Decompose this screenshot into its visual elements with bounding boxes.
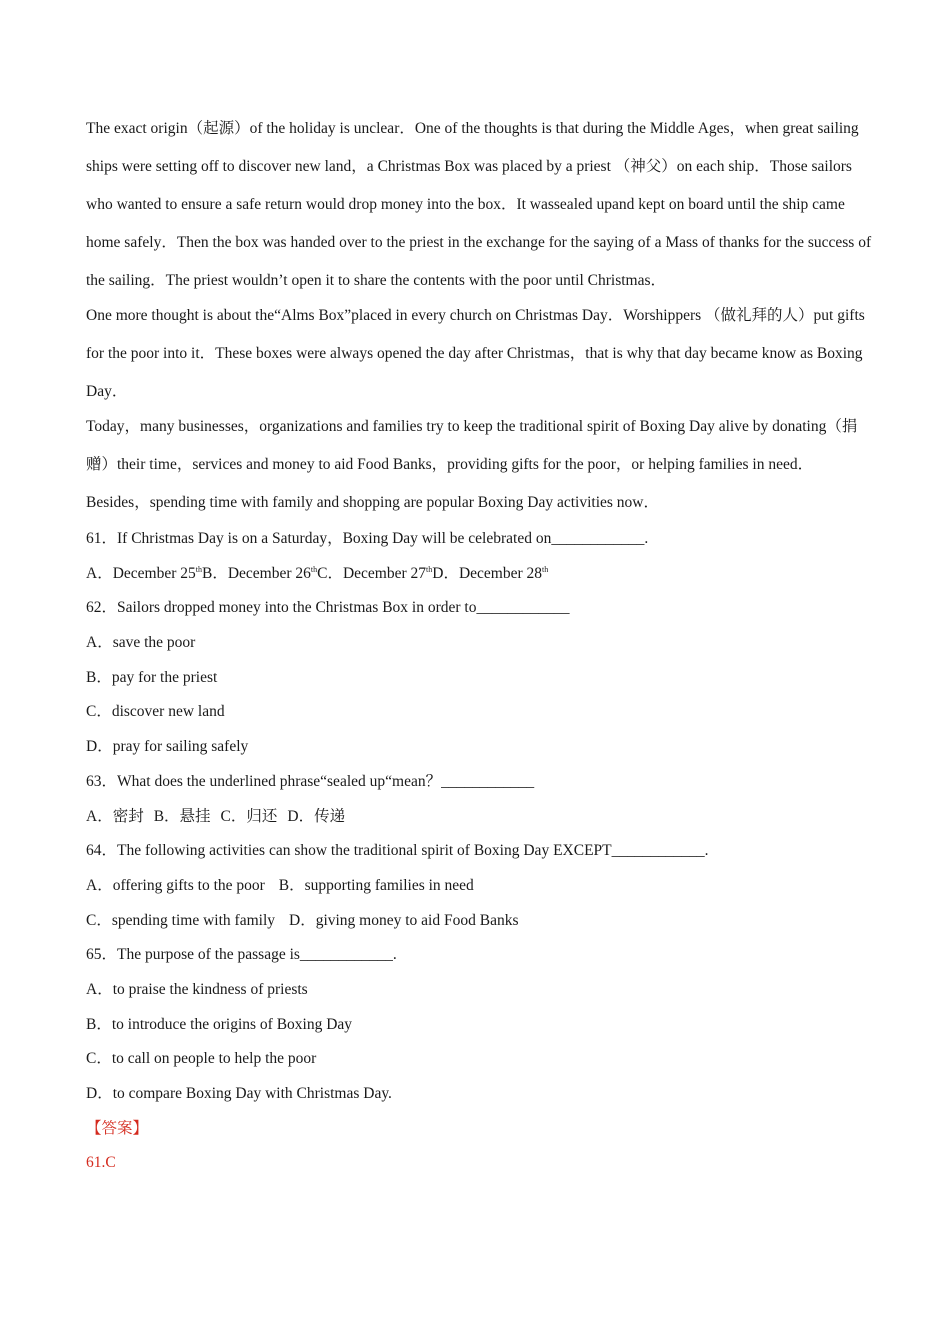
option-64-d: D．giving money to aid Food Banks xyxy=(289,911,519,929)
option-62-b: B．pay for the priest xyxy=(86,668,218,686)
answer-heading: 【答案】 xyxy=(86,1119,149,1137)
option-64-c: C．spending time with family xyxy=(86,911,275,929)
ordinal-suffix: th xyxy=(542,564,549,574)
question-65 xyxy=(86,938,876,1111)
question-63-options xyxy=(86,800,876,835)
question-64 xyxy=(86,834,876,938)
passage-paragraph-1: The exact origin（起源）of the holiday is unclear．One of the thoughts is that during the Middle Ages，when great sailing ships were setting off to discover new land，a Christmas Box was placed by a priest （神父）on each ship．Those sailors who wanted to ensure a safe return would drop money into the box．It wassealed upand kept on board until the ship came home safely．Then the box was handed over to the priest in the exchange for the saying of a Mass of thanks for the success of the sailing．The priest wouldn’t open it to share the contents with the poor until Christmas． xyxy=(86,120,872,289)
question-62-stem: 62．Sailors dropped money into the Christmas Box in order to____________ xyxy=(86,599,570,617)
answer-61: 61.C xyxy=(86,1154,116,1172)
passage-paragraph-3: Today，many businesses，organizations and families try to keep the traditional spirit of Boxing Day alive by donating（捐赠）their time，services and money to aid Food Banks，providing gifts for the poor，or helping families in need．Besides，spending time with family and shopping are popular Boxing Day activities now． xyxy=(86,418,858,511)
document-page xyxy=(86,110,876,1181)
option-61-b: B．December 26 xyxy=(201,564,311,582)
option-63-d: D．传递 xyxy=(287,807,346,825)
option-65-b: B．to introduce the origins of Boxing Day xyxy=(86,1015,353,1033)
option-63-c: C．归还 xyxy=(220,807,278,825)
option-65-a: A．to praise the kindness of priests xyxy=(86,980,308,998)
question-61-options xyxy=(86,557,876,592)
ordinal-suffix: th xyxy=(310,564,318,574)
question-65-stem: 65．The purpose of the passage is____________. xyxy=(86,946,397,964)
ordinal-suffix: th xyxy=(195,564,202,574)
option-63-b: B．悬挂 xyxy=(153,807,211,825)
question-63 xyxy=(86,765,876,834)
ordinal-suffix: th xyxy=(426,564,433,574)
option-65-c: C．to call on people to help the poor xyxy=(86,1050,317,1068)
question-64-options-ab xyxy=(86,869,876,904)
option-61-d: D．December 28 xyxy=(432,564,543,582)
option-62-a: A．save the poor xyxy=(86,634,196,652)
option-61-a: A．December 25 xyxy=(86,564,196,582)
option-61-c: C．December 27 xyxy=(317,564,427,582)
option-64-a: A．offering gifts to the poor xyxy=(86,876,265,894)
option-62-d: D．pray for sailing safely xyxy=(86,738,249,756)
question-64-options-cd xyxy=(86,904,876,939)
question-61 xyxy=(86,522,876,591)
option-64-b: B．supporting families in need xyxy=(278,876,474,894)
question-63-stem: 63．What does the underlined phrase“sealed up“mean？____________ xyxy=(86,772,535,790)
question-61-stem: 61．If Christmas Day is on a Saturday，Boxing Day will be celebrated on____________. xyxy=(86,530,649,547)
question-64-stem: 64．The following activities can show the traditional spirit of Boxing Day EXCEPT____________. xyxy=(86,842,709,860)
option-62-c: C．discover new land xyxy=(86,703,225,721)
option-63-a: A．密封 xyxy=(86,807,144,825)
answer-section xyxy=(86,1112,876,1181)
question-62 xyxy=(86,591,876,764)
option-65-d: D．to compare Boxing Day with Christmas Day. xyxy=(86,1085,392,1102)
passage-paragraph-2: One more thought is about the“Alms Box”placed in every church on Christmas Day．Worshippers （做礼拜的人）put gifts for the poor into it．These boxes were always opened the day after Christmas，that is why that day became know as Boxing Day． xyxy=(86,307,865,400)
